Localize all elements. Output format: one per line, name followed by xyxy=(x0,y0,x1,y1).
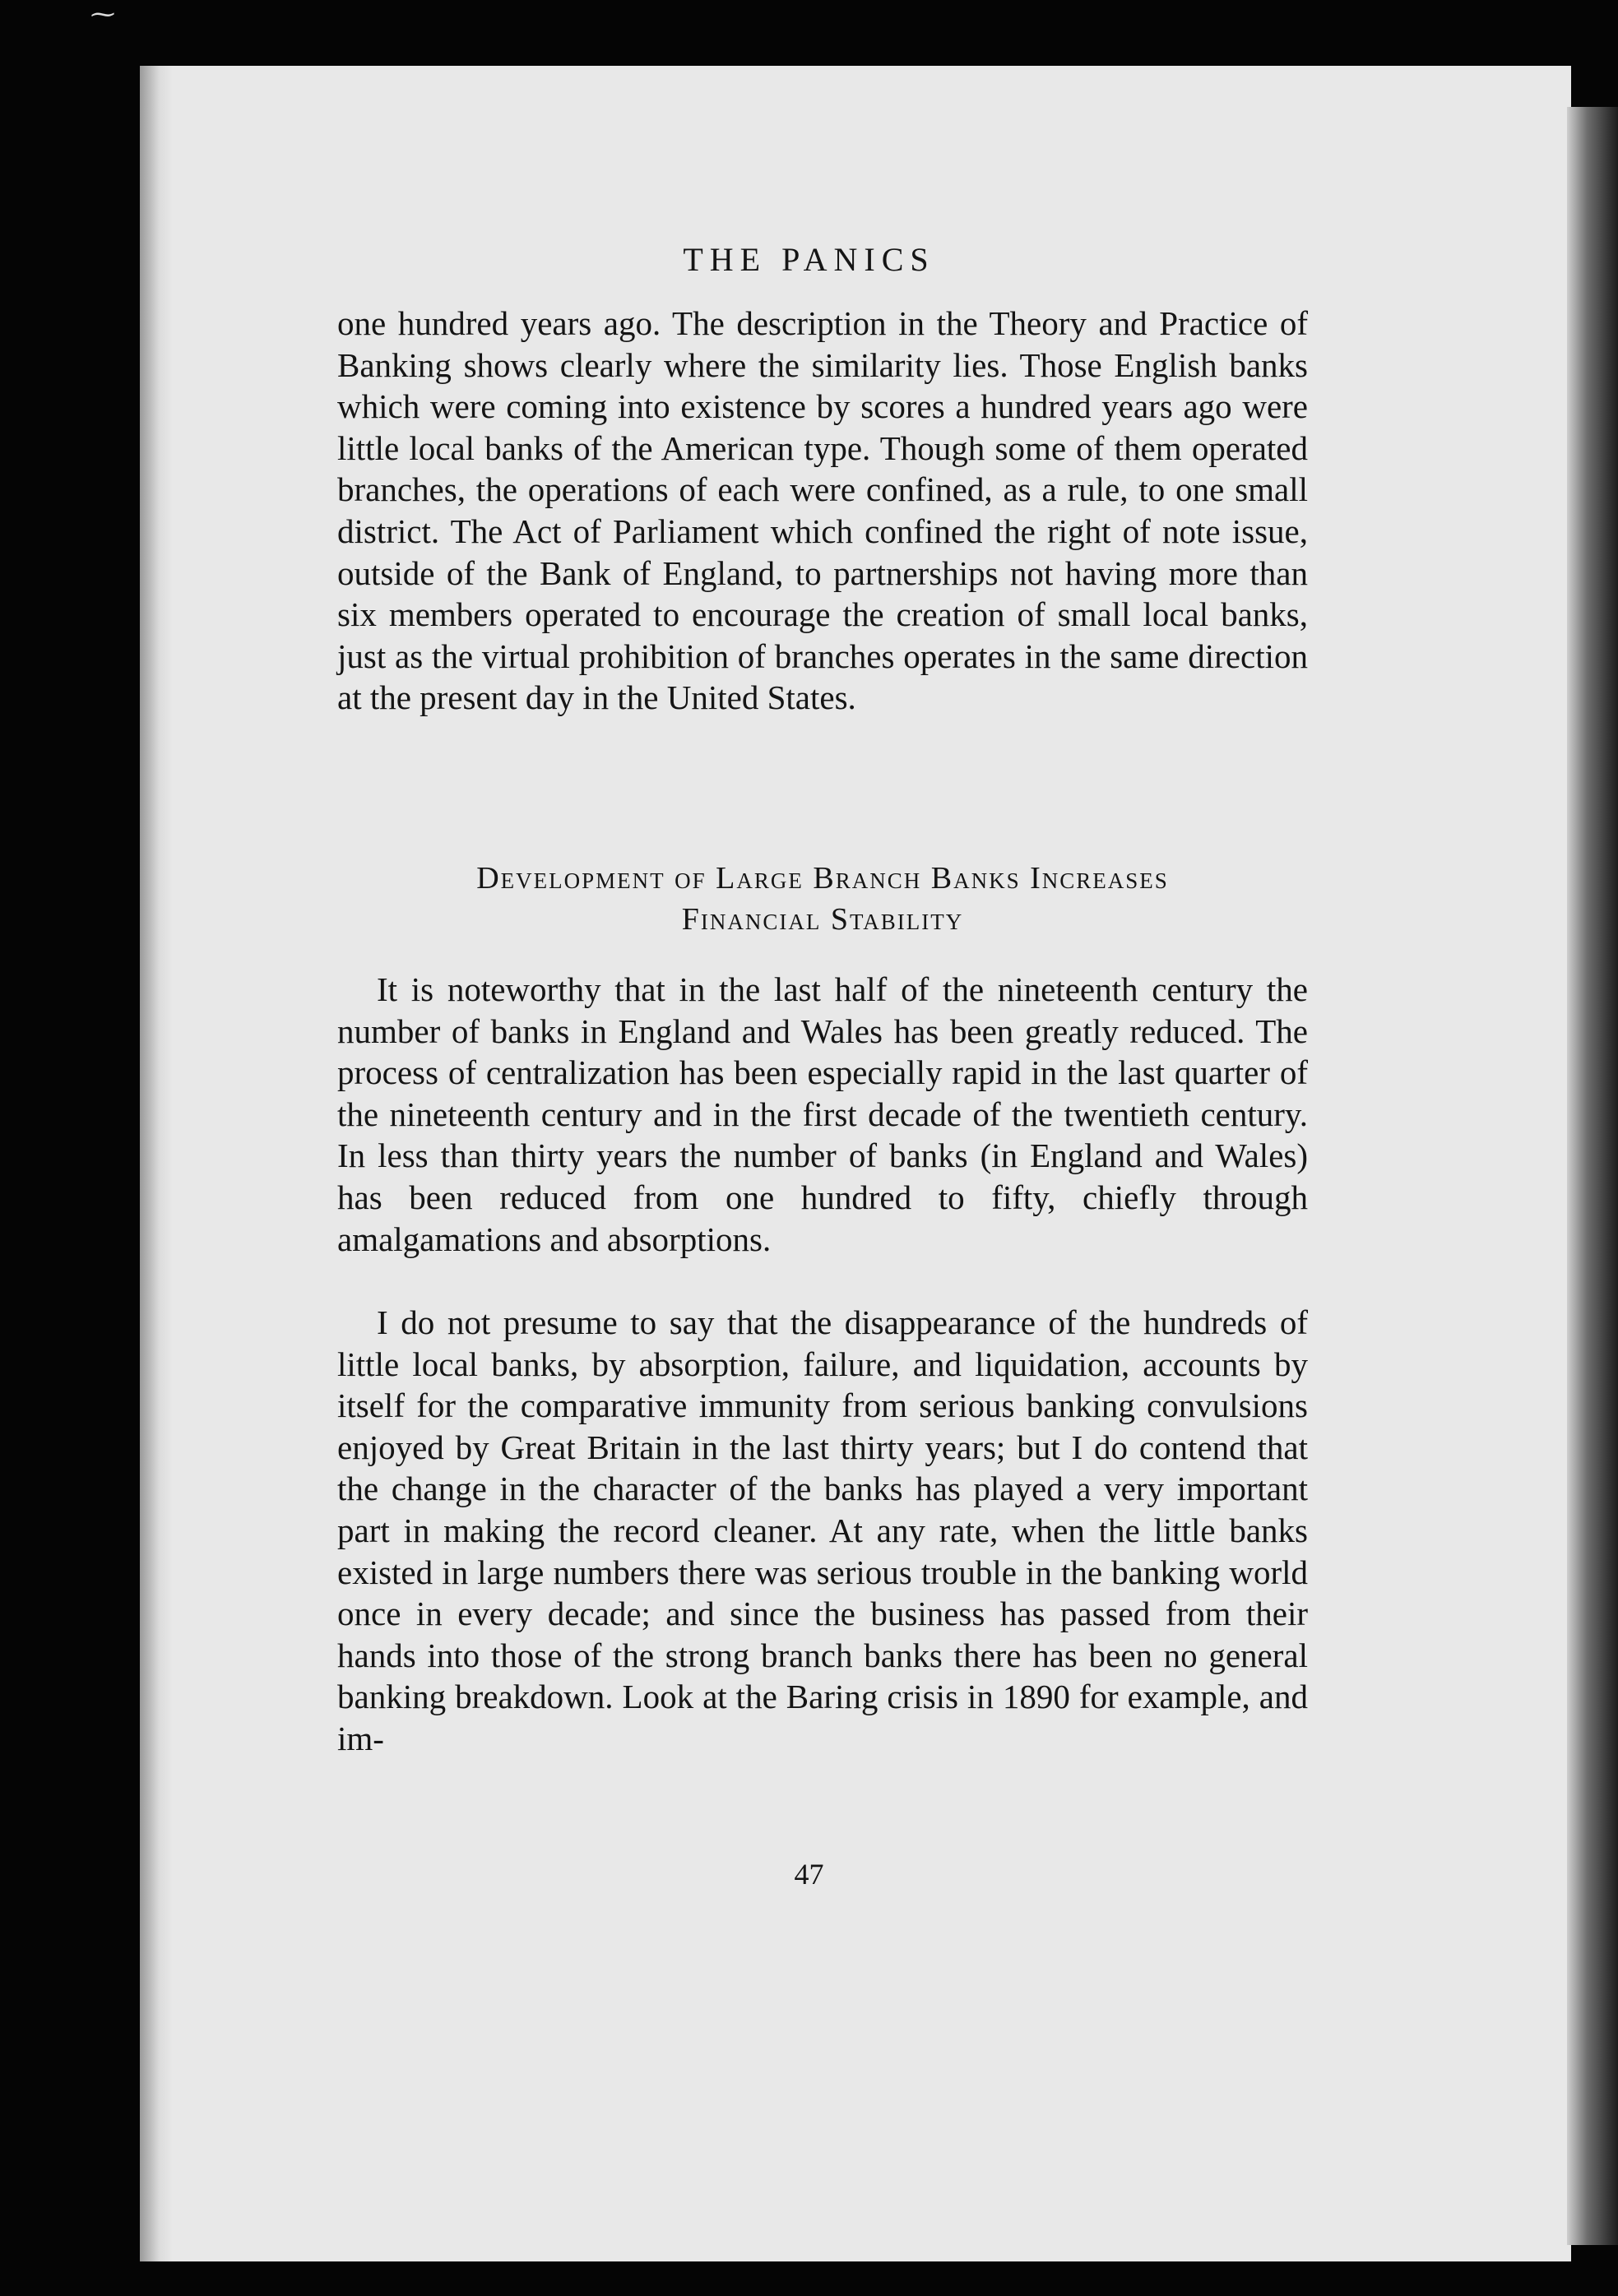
page-gutter-shadow xyxy=(140,66,173,2261)
scan-speck-icon: ⁓ xyxy=(90,1,115,28)
page-right-edge xyxy=(1567,107,1618,2245)
page-number: 47 xyxy=(794,1858,824,1891)
section-heading-line-1: Development of Large Branch Banks Increases xyxy=(476,861,1169,896)
continued-paragraph: one hundred years ago. The description in the Theory and Practice of Banking shows clearly where the similarity lies. Those English banks which were coming into existence by scores a hundred years ago were little local banks of the American type. Though some of them operated branches, the operations of each were confined, as a rule, to one small district. The Act of Parliament which confined the right of note issue, outside of the Bank of England, to partnerships not having more than six members operated to encourage the creation of small local banks, just as the virtual prohibition of branches operates in the same direction at the present day in the United States. xyxy=(337,304,1308,717)
section-heading xyxy=(337,858,1308,940)
paragraph-centralization: It is noteworthy that in the last half of the nineteenth century the number of banks in England and Wales has been greatly reduced. The process of centralization has been especially rapid in the last quarter of the nineteenth century and in the first decade of the twentieth century. In less than thirty years the number of banks (in England and Wales) has been reduced from one hundred to fifty, chiefly through amalgamations and absorptions. xyxy=(337,970,1308,1258)
paragraph-local-banks: I do not presume to say that the disappearance of the hundreds of little local banks, by absorption, failure, and liquidation, accounts by itself for the comparative immunity from serious banking convulsions enjoyed by Great Britain in the last thirty years; but I do contend that the change in the character of the banks has played a very important part in making the record cleaner. At any rate, when the little banks existed in large numbers there was serious trouble in the banking world once in every decade; and since the business has passed from their hands into those of the strong branch banks there has been no general banking breakdown. Look at the Baring crisis in 1890 for example, and im- xyxy=(337,1303,1308,1757)
running-title: THE PANICS xyxy=(683,241,935,278)
section-heading-line-2: Financial Stability xyxy=(681,902,964,937)
